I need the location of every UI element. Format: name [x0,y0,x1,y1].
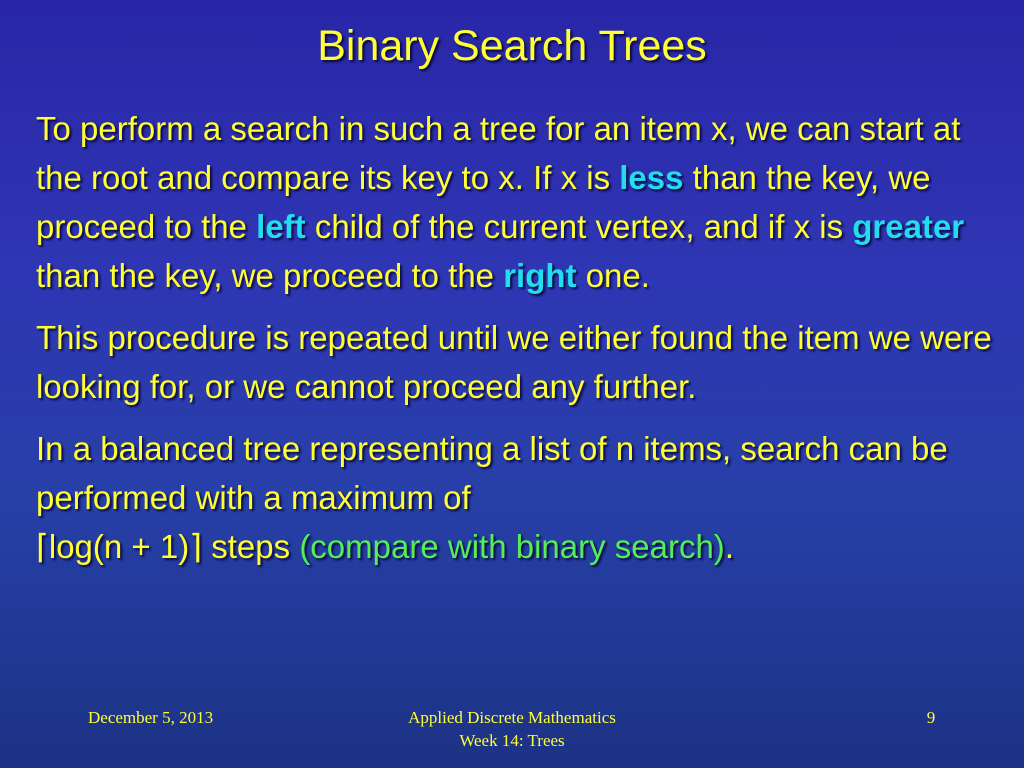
compare-note: (compare with binary search) [299,528,725,565]
footer-week: Week 14: Trees [459,731,565,750]
footer-page-number: 9 [926,708,936,727]
emphasis-left: left [256,208,306,245]
paragraph-repetition: This procedure is repeated until we either found the item we were looking for, or we cannot proceed any further. [36,319,992,405]
text-segment: child of the current vertex, and if x is [305,208,853,245]
text-segment: . [724,528,734,565]
footer-date: December 5, 2013 [88,708,214,727]
text-segment: than the key, we proceed to the [36,159,931,245]
emphasis-greater: greater [852,208,965,245]
ceiling-close-bracket: ⌉ [189,528,203,565]
text-segment: In a balanced tree representing a list of n items, search can be performed with a maximum of [36,430,948,516]
footer-course [312,706,712,752]
text-segment: steps [202,528,300,565]
footer-course-title: Applied Discrete Mathematics [408,708,616,727]
text-segment: than the key, we proceed to the [36,257,504,294]
slide-title: Binary Search Trees [317,22,707,70]
formula-log-expression: log(n + 1) [48,528,190,565]
ceiling-open-bracket: ⌈ [36,528,49,565]
text-segment: To perform a search in such a tree for an item x, we can start at the root and compare its key to x. If x is [36,110,961,196]
emphasis-right: right [503,257,577,294]
text-segment: one. [576,257,650,294]
paragraph-search-procedure [36,104,996,300]
emphasis-less: less [619,159,684,196]
slide-body [36,104,996,584]
paragraph-balanced-tree [36,424,996,571]
